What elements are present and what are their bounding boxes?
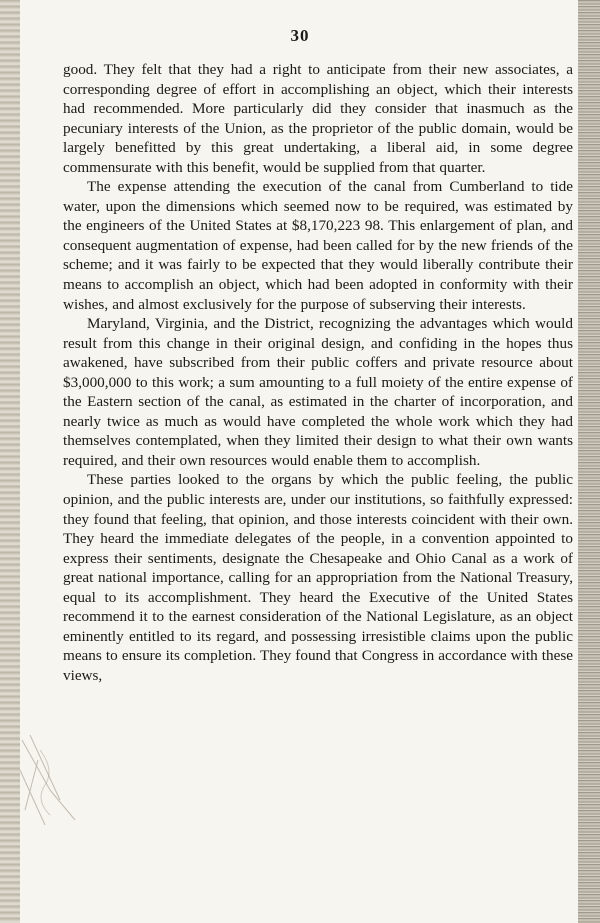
paragraph-public-opinion: These parties looked to the organs by which the public feeling, the public opinion, and the public interests are, under our institutions, so faithfully expressed: they found that feeling, that opinion, and those interests coincident with their own. They heard the immediate delegates of the people, in a convention appointed to express their sentiments, designate the Chesapeake and Ohio Canal as a work of great national importance, calling for an appropriation from the National Treasury, equal to its accomplishment. They heard the Executive of the United States recommend it to the earnest consideration of the National Legislature, as an object eminently entitled to its regard, and possessing irresistible claims upon the public means to ensure its completion. They found that Congress in accordance with these views, bbox=[63, 471, 573, 684]
paragraph-continuation: good. They felt that they had a right to anticipate from their new associates, a corresponding degree of effort in accomplishing an object, which their interests had recommended. More particularly did they consider that inasmuch as the pecuniary interests of the Union, as the proprietor of the public domain, would be largely benefitted by this great undertaking, a liberal aid, in some degree commensurate with this benefit, would be supplied from that quarter. bbox=[63, 61, 573, 176]
scanned-page bbox=[20, 0, 580, 923]
page-edge-right bbox=[578, 0, 600, 923]
paragraph-subscriptions: Maryland, Virginia, and the District, recognizing the advantages which would result from this change in their original design, and confiding in the hopes thus awakened, have subscribed from their public coffers and private resource about $3,000,000 to this work; a sum amounting to a full moiety of the entire expense of the Eastern section of the canal, as estimated in the charter of incorporation, and nearly twice as much as would have completed the whole work which they had themselves contemplated, when they limited their design to what their own wants required, and their own resources would enable them to accomplish. bbox=[63, 315, 573, 469]
paragraph-expense: The expense attending the execution of the canal from Cumberland to tide water, upon the dimensions which seemed now to be required, was estimated by the engineers of the United States at $8,170,223 98. This enlargement of plan, and consequent augmentation of expense, had been called for by the new friends of the scheme; and it was fairly to be expected that they would liberally contribute their means to accomplish an object, which had been adopted in conformity with their wishes, and almost exclusively for the purpose of subserving their interests. bbox=[63, 178, 573, 313]
page-number: 30 bbox=[290, 26, 310, 45]
bleed-through-mark bbox=[20, 730, 100, 830]
page-edge-left bbox=[0, 0, 20, 923]
body-text bbox=[63, 60, 573, 686]
